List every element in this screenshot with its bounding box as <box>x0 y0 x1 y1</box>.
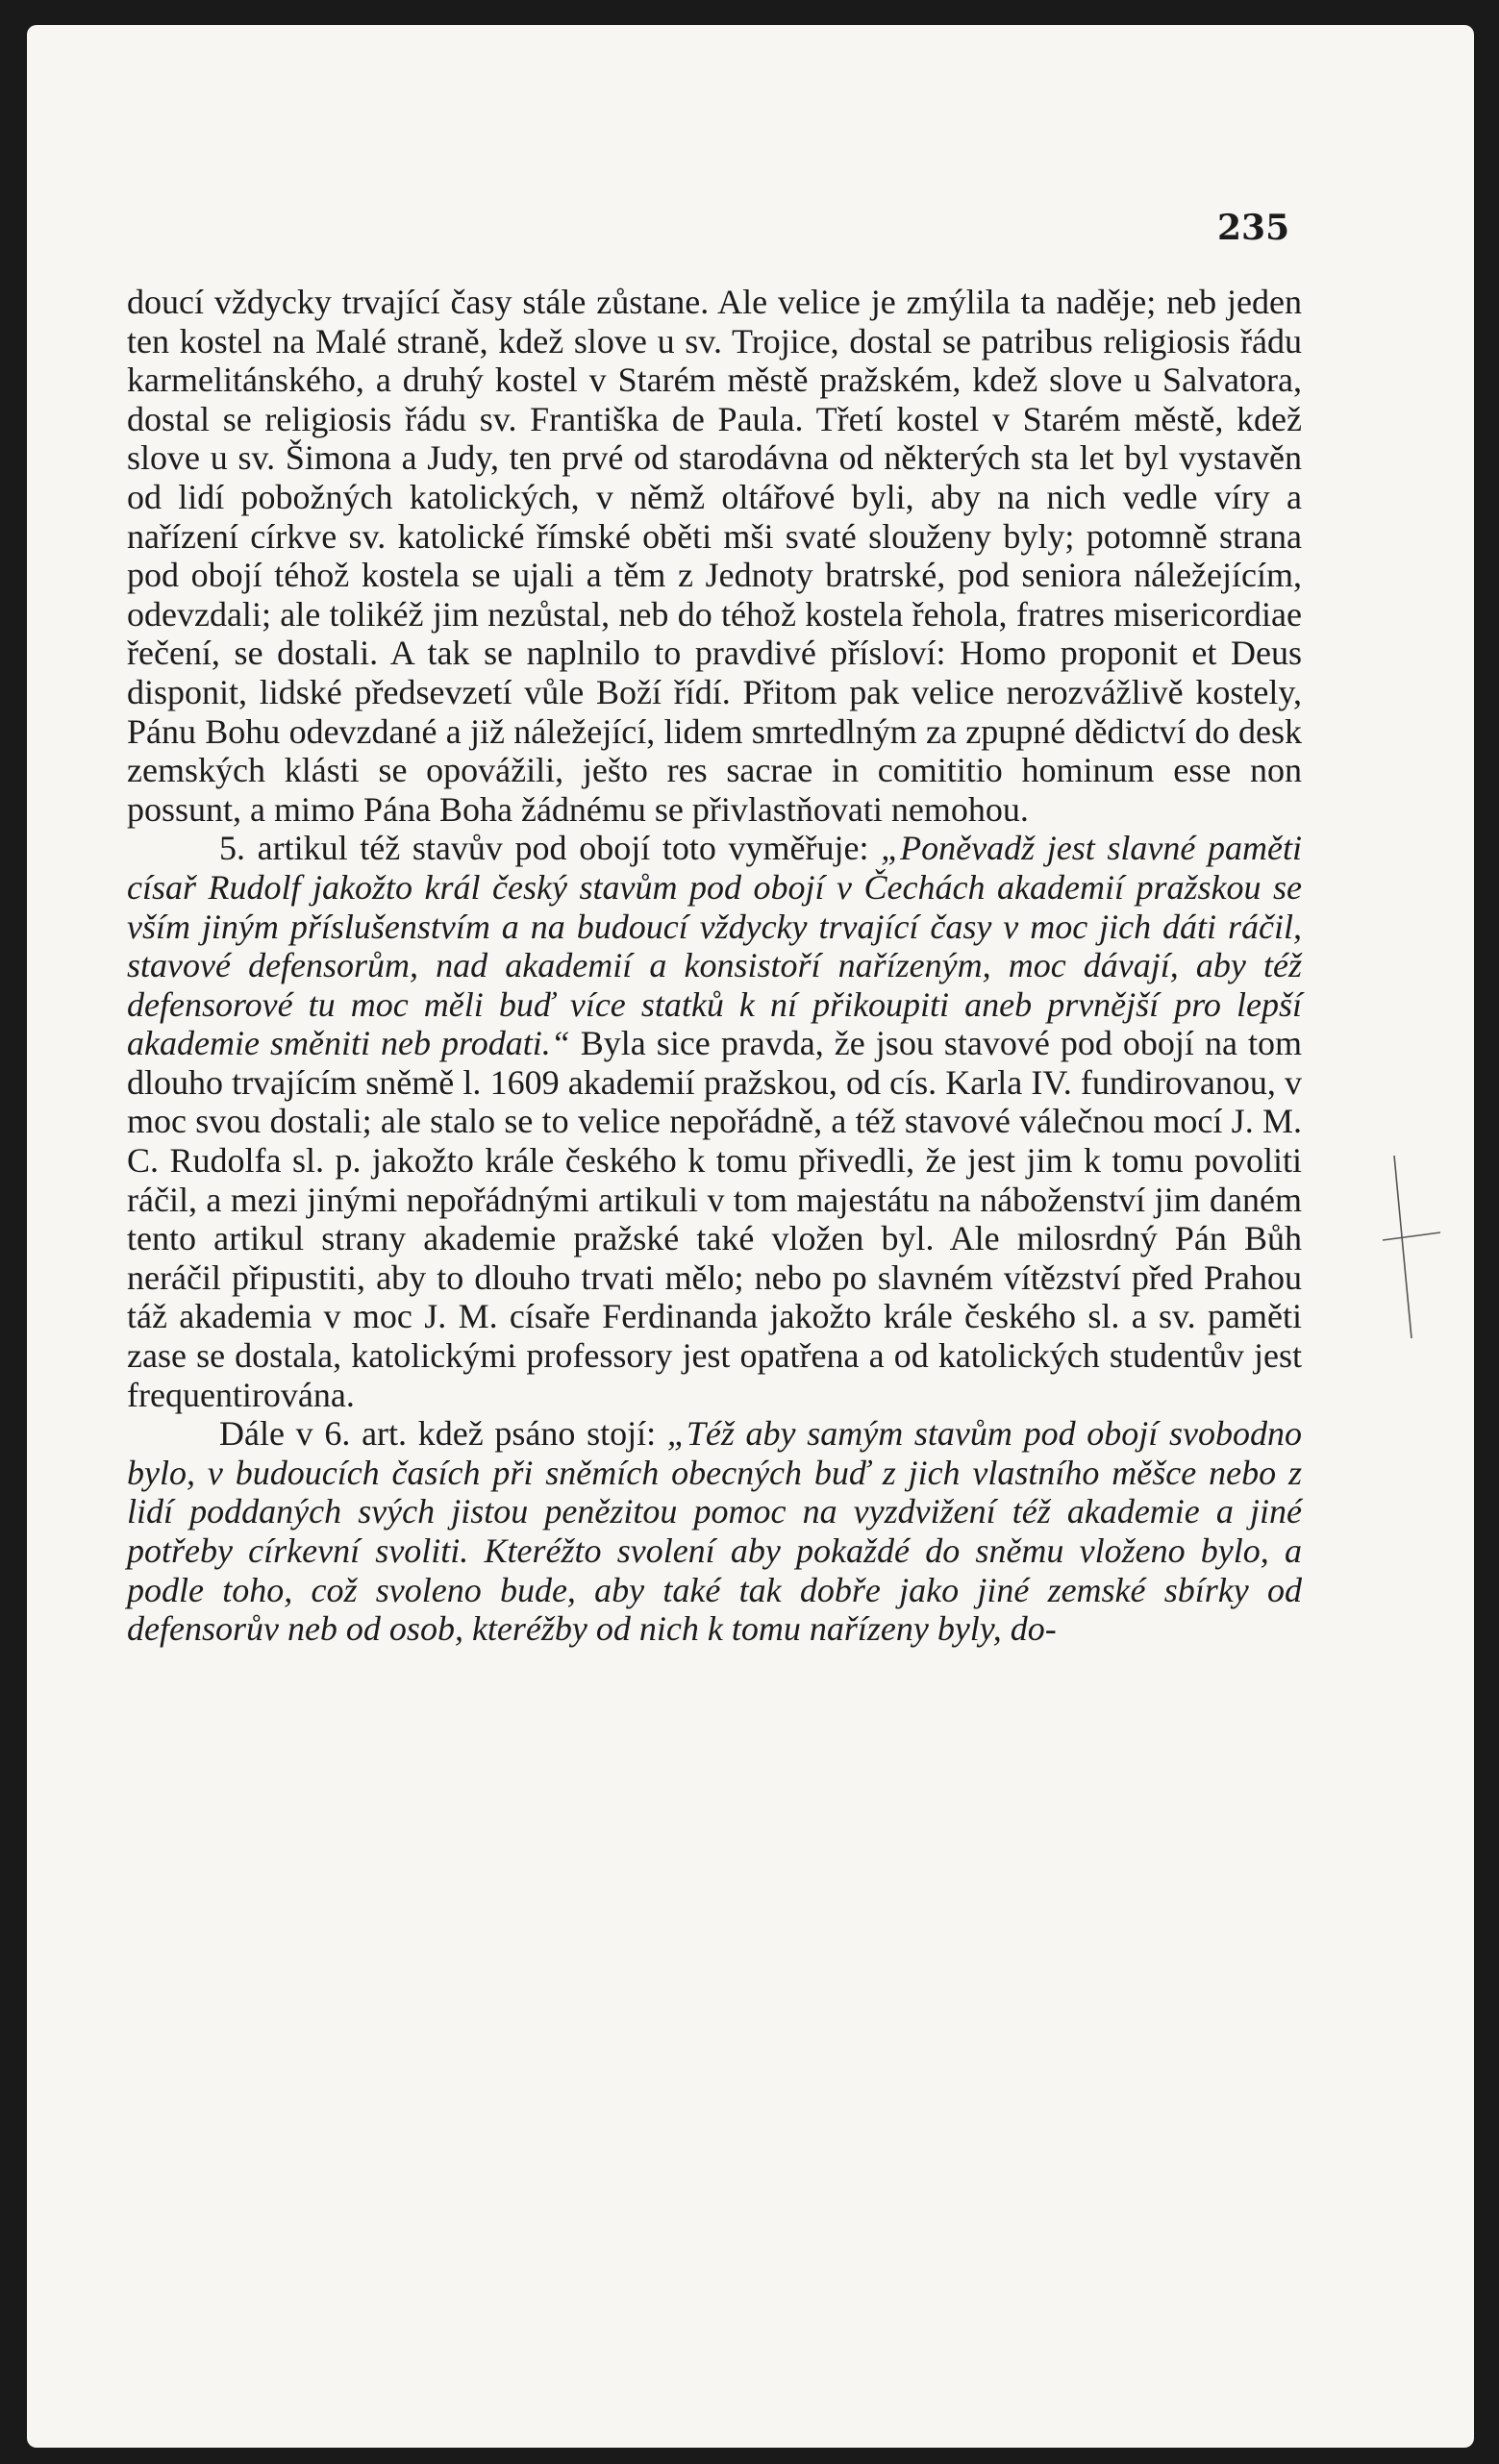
text-run: Dále v 6. art. kdež psáno stojí: <box>219 1414 667 1454</box>
paragraph-1 <box>127 283 1302 829</box>
quoted-article-text: „Též aby samým stavům pod obojí svobodno bylo, v budoucích časích při sněmích obecných buď z jich vlastního měšce nebo z lidí poddaných svých jistou penězitou pomoc na vyzdvižení též akademie a jiné potřeby církevní svoliti. Kteréžto svolení aby pokaždé do sněmu vloženo bylo, a podle toho, což svoleno bude, aby také tak dobře jako jiné zemské sbírky od defensorův neb od osob, kteréžby od nich k tomu nařízeny byly, do- <box>127 1414 1302 1649</box>
book-page <box>27 25 1474 2448</box>
paragraph-2 <box>127 829 1302 1414</box>
margin-pencil-mark <box>1383 1156 1440 1338</box>
page-number: 235 <box>1217 208 1290 248</box>
text-run: Byla sice pravda, že jsou stavové pod obojí na tom dlouho trvajícím sněmě l. 1609 akademií pražskou, od cís. Karla IV. fundirovanou, v moc svou dostali; ale stalo se to velice nepořádně, a též stavové válečnou mocí J. M. C. Rudolfa sl. p. jakožto krále českého k tomu přivedli, že jest jim k tomu povoliti ráčil, a mezi jinými nepořádnými artikuli v tom majestátu na náboženství jim daném tento artikul strany akademie pražské také vložen byl. Ale milosrdný Pán Bůh neráčil připustiti, aby to dlouho trvati mělo; nebo po slavném vítězství před Prahou táž akademia v moc J. M. císaře Ferdinanda jakožto krále českého sl. a sv. paměti zase se dostala, katolickými professory jest opatřena a od katolických studentův jest frequentirována. <box>127 1024 1302 1414</box>
body-text <box>127 283 1302 1649</box>
text-run: doucí vždycky trvající časy stále zůstane. Ale velice je zmýlila ta naděje; neb jeden ten kostel na Malé straně, kdež slove u sv. Trojice, dostal se patribus religiosis řádu karmelitánského, a druhý kostel v Starém městě pražském, kdež slove u Salvatora, dostal se religiosis řádu sv. Františka de Paula. Třetí kostel v Starém městě, kdež slove u sv. Šimona a Judy, ten prvé od starodávna od některých sta let byl vystavěn od lidí pobožných katolických, v němž oltářové byli, aby na nich vedle víry a nařízení církve sv. katolické římské oběti mši svaté slouženy byly; potomně strana pod obojí téhož kostela se ujali a těm z Jednoty bratrské, pod seniora náležejícím, odevzdali; ale tolikéž jim nezůstal, neb do téhož kostela řehola, fratres misericordiae řečení, se dostali. A tak se naplnilo to pravdivé přísloví: Homo proponit et Deus disponit, lidské předsevzetí vůle Boží řídí. Přitom pak velice nerozvážlivě kostely, Pánu Bohu odevzdané a již náležející, lidem smrtedlným za zpupné dědictví do desk zemských klásti se opovážili, ješto res sacrae in comititio hominum esse non possunt, a mimo Pána Boha žádnému se přivlastňovati nemohou. <box>127 283 1302 829</box>
text-run: 5. artikul též stavův pod obojí toto vyměřuje: <box>219 829 882 868</box>
paragraph-3 <box>127 1414 1302 1649</box>
quoted-article-text: „Poněvadž jest slavné paměti císař Rudolf jakožto král český stavům pod obojí v Čechách akademií pražskou se vším jiným příslušenstvím a na budoucí vždycky trvající časy v moc jich dáti ráčil, stavové defensorům, nad akademií a konsistoří nařízeným, moc dávají, aby též defensorové tu moc měli buď více statků k ní přikoupiti aneb prvnější pro lepší akademie směniti neb prodati.“ <box>127 829 1302 1063</box>
